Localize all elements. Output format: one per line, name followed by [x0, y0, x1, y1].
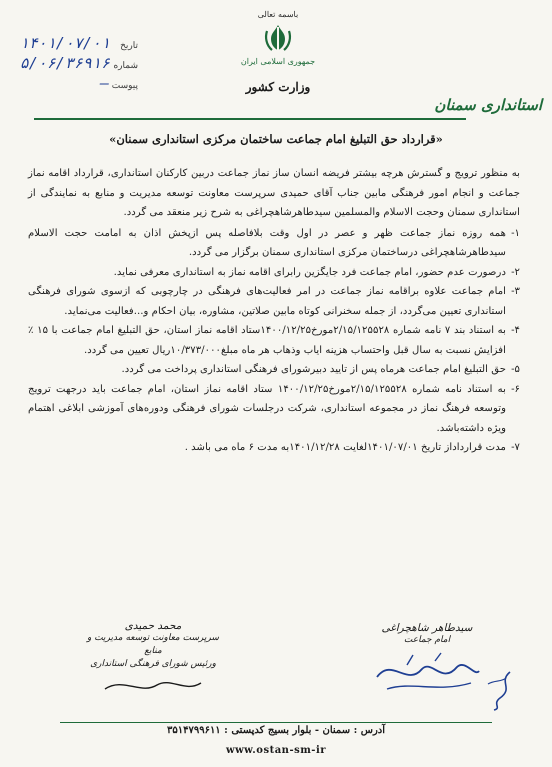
province-title: استانداری سمنان — [434, 96, 542, 114]
list-item — [28, 321, 520, 360]
ministry-name: وزارت کشور — [245, 80, 311, 94]
item-number: ۷- — [511, 442, 520, 453]
attachment-row — [8, 74, 138, 94]
footer-website: www.ostan-sm-ir — [225, 745, 327, 756]
date-label: تاریخ — [120, 41, 138, 51]
number-label: شماره — [113, 61, 138, 71]
number-row — [8, 54, 138, 74]
item-number: ۴- — [511, 325, 520, 336]
item-text: به استناد نامه شماره ۲/۱۵/۱۲۵۵۲۸مورخ۱۴۰۰/۱۲/۲۵ ستاد اقامه نماز استان، امام جماعت باید درجهت ترویج وتوسعه فرهنگ نماز در مجموعه استانداری، شرکت درجلسات شورای فرهنگی ودوره‌های آموزشی ابلاغی اهتمام ویژه داشته‌باشد. — [28, 383, 506, 434]
footer-address: آدرس : سمنان - بلوار بسیج کدپستی : ۳۵۱۴۷۹۹۶۱۱ — [166, 725, 386, 736]
item-number: ۵- — [511, 364, 520, 375]
republic-text: جمهوری اسلامی ایران — [240, 57, 316, 66]
handwritten-signature-icon — [93, 671, 213, 701]
list-item — [28, 438, 520, 458]
bismillah-text: باسمه تعالی — [257, 10, 299, 19]
deputy-name: محمد حمیدی — [124, 620, 182, 632]
intro-paragraph: به منظور ترویج و گسترش هرچه بیشتر فریضه انسان ساز نماز جماعت دربین کارکنان استانداری، قرارداد اقامه نماز جماعت و انجام امور فرهنگی مابین جناب آقای حمیدی سرپرست معاونت توسعه مدیریت و منابع به نمایندگی از استانداری سمنان وحجت الاسلام والمسلمین سیدطاهرشاهچراغی به شرح زیر منعقد می گردد. — [28, 168, 520, 218]
date-row — [8, 34, 138, 54]
item-number: ۳- — [511, 286, 520, 297]
list-item — [28, 380, 520, 439]
imam-title: امام جماعت — [403, 635, 451, 645]
item-number: ۶- — [511, 383, 520, 395]
item-text: امام جماعت علاوه براقامه نماز جماعت در امر فعالیت‌های فرهنگی در چارچوبی که ازسوی شورای فرهنگی استانداری تعیین می‌گردد، از جمله سخنرانی کوتاه مابین صلاتین، مشاوره، بیان احکام و...فعالیت می‌نماید. — [28, 286, 506, 317]
footer-divider — [60, 722, 492, 723]
deputy-council-title: ورئیس شورای فرهنگی استانداری — [90, 659, 216, 669]
imam-name: سیدطاهر شاهچراغی — [381, 622, 473, 634]
attachment-label: پیوست — [111, 81, 138, 91]
item-text: حق التبلیغ امام جماعت هرماه پس از تایید دبیرشورای فرهنگی استانداری پرداخت می گردد. — [121, 364, 506, 375]
letter-body — [28, 164, 520, 458]
list-item — [28, 263, 520, 283]
item-number: ۱- — [511, 227, 520, 239]
list-item — [28, 282, 520, 321]
iran-emblem-icon — [238, 21, 318, 55]
item-number: ۲- — [511, 266, 520, 278]
contract-title: «قرارداد حق التبلیغ امام جماعت ساختمان مرکزی استانداری سمنان» — [109, 132, 443, 146]
item-text: مدت قرارداداز تاریخ ۱۴۰۱/۰۷/۰۱لغایت ۱۴۰۱/۱۲/۲۸به مدت ۶ ماه می باشد . — [184, 442, 506, 453]
deputy-title: سرپرست معاونت توسعه مدیریت و منابع — [87, 633, 219, 656]
item-text: همه روزه نماز جماعت ظهر و عصر در اول وقت بلافاصله پس ازپخش اذان به امامت حجت الاسلام سیدطاهرشاهچراغی درساختمان مرکزی استانداری سمنان برگزار می گردد. — [28, 227, 506, 258]
letterhead — [238, 10, 318, 66]
header-divider — [34, 118, 466, 120]
list-item — [28, 224, 520, 263]
item-text: به استناد بند ۷ نامه شماره ۲/۱۵/۱۲۵۵۲۸مورخ۱۴۰۰/۱۲/۲۵ستاد اقامه نماز استان، حق التبلیغ امام جماعت با ۱۵ ٪ افزایش نسبت به سال قبل واحتساب هزینه ایاب وذهاب هر ماه مبلغ۱۰/۳۷۳/۰۰۰ریال تعیین می گردد. — [28, 325, 506, 356]
number-value: ۵/۰۶/۳۶۹۱۶ — [19, 54, 110, 72]
date-value: ۱۴۰۱/۰۷/۰۱ — [19, 34, 110, 52]
list-item — [28, 360, 520, 380]
attachment-value: — — [99, 74, 110, 92]
item-text: درصورت عدم حضور، امام جماعت فرد جایگزین رابرای اقامه نماز به استانداری معرفی نماید. — [113, 266, 506, 278]
margin-initials-icon — [480, 668, 520, 712]
letter-meta — [8, 34, 138, 94]
handwritten-signature-icon — [367, 647, 487, 697]
signature-deputy — [78, 620, 228, 701]
